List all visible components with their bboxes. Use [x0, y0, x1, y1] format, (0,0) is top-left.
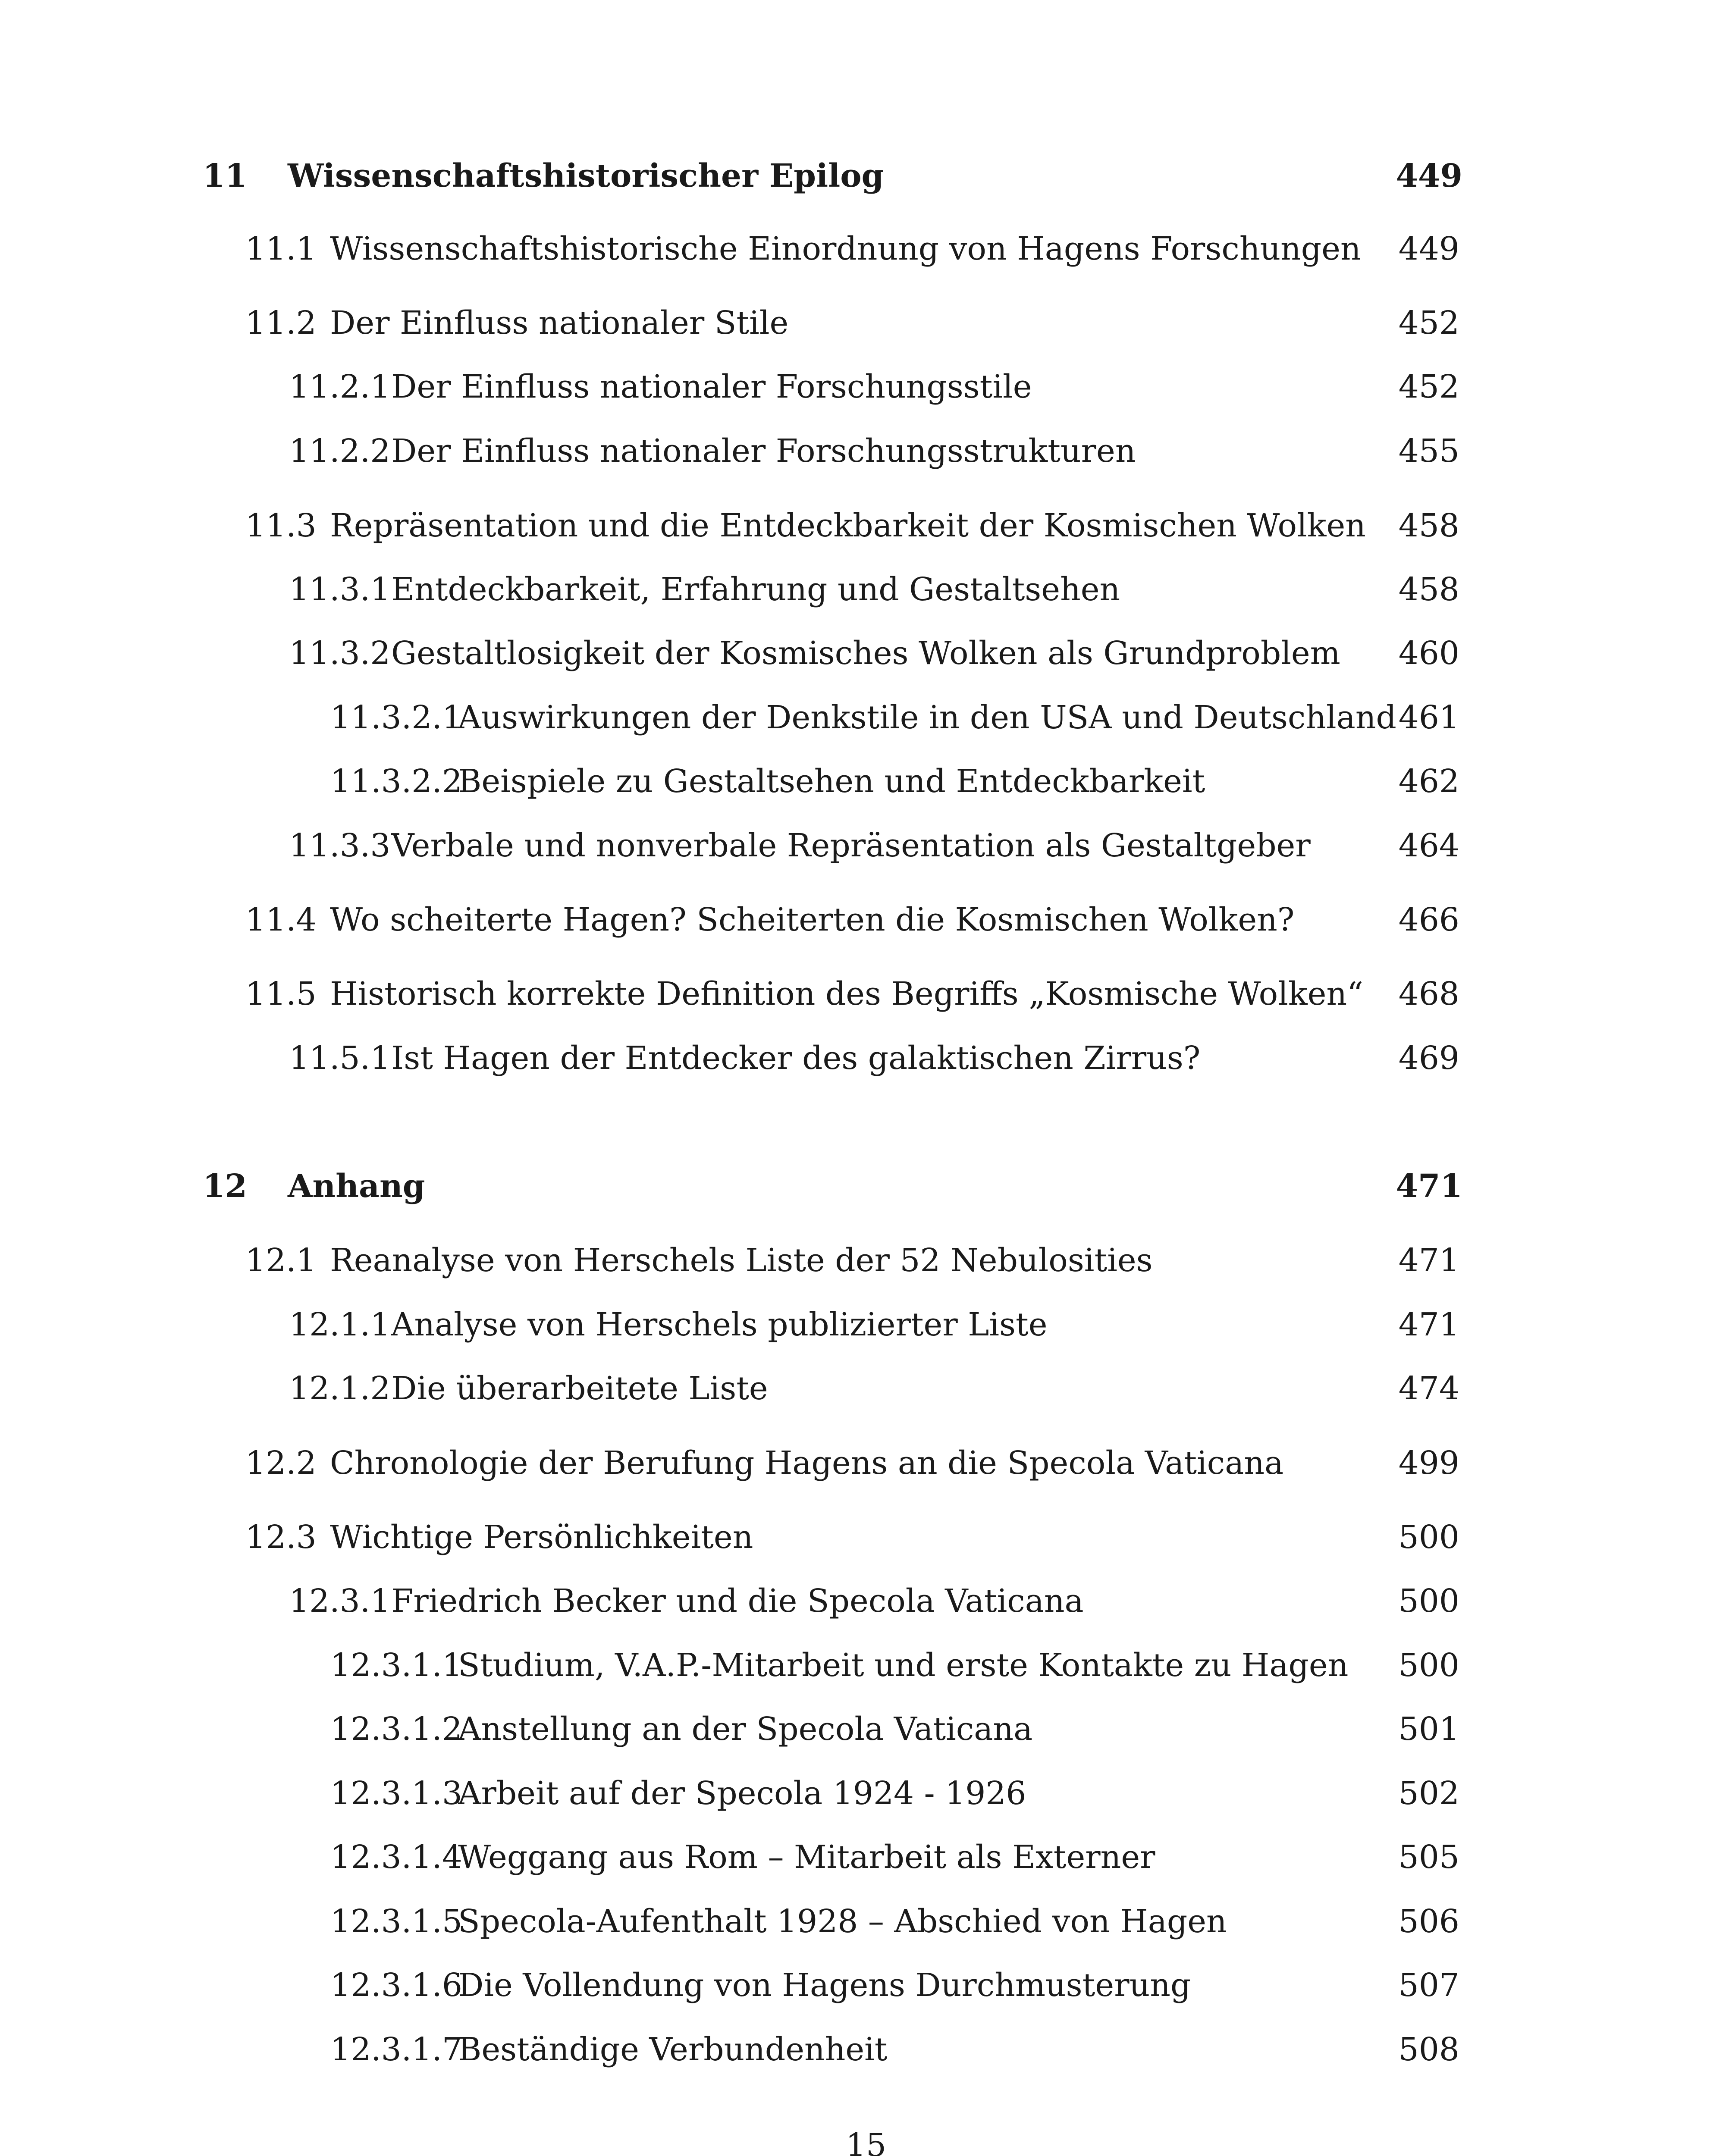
toc-chapter — [0, 1163, 1732, 1210]
toc-subsubsection — [0, 1833, 1732, 1881]
toc-title: Die überarbeitete Liste — [391, 1370, 768, 1407]
toc-number: 12.1 — [245, 1242, 317, 1279]
toc-page: 455 — [1398, 432, 1459, 470]
toc-number: 12.1.1 — [289, 1306, 391, 1343]
toc-title: Wissenschaftshistorischer Epilog — [288, 157, 884, 194]
toc-subsubsection — [0, 1898, 1732, 1945]
toc-title: Arbeit auf der Specola 1924 - 1926 — [458, 1775, 1026, 1812]
toc-title: Der Einfluss nationaler Forschungsstrukturen — [391, 432, 1136, 470]
toc-page: 458 — [1398, 571, 1459, 608]
page-number: 15 — [845, 2127, 887, 2156]
toc-number: 11.3.2.2 — [330, 763, 462, 800]
toc-title: Der Einfluss nationaler Stile — [330, 304, 789, 342]
toc-page: 508 — [1398, 2031, 1459, 2068]
toc-subsection — [0, 427, 1732, 475]
toc-subsection — [0, 1034, 1732, 1082]
toc-title: Friedrich Becker und die Specola Vaticana — [391, 1583, 1084, 1620]
toc-title: Historisch korrekte Definition des Begriffs „Kosmische Wolken“ — [330, 975, 1363, 1012]
toc-subsubsection — [0, 1770, 1732, 1817]
toc-subsubsection — [0, 1705, 1732, 1753]
toc-title: Repräsentation und die Entdeckbarkeit der Kosmischen Wolken — [330, 507, 1366, 544]
toc-number: 12.2 — [245, 1445, 317, 1482]
toc-page: 461 — [1398, 699, 1459, 736]
toc-number: 11.4 — [245, 901, 317, 938]
toc-page: 505 — [1398, 1839, 1459, 1876]
toc-number: 11.3.3 — [289, 827, 391, 864]
toc-number: 12.3.1.6 — [330, 1967, 462, 2004]
toc-title: Reanalyse von Herschels Liste der 52 Nebulosities — [330, 1242, 1153, 1279]
toc-number: 12.3.1.5 — [330, 1903, 462, 1940]
toc-page: 500 — [1398, 1647, 1459, 1684]
toc-title: Wichtige Persönlichkeiten — [330, 1519, 753, 1556]
toc-subsubsection — [0, 694, 1732, 741]
toc-number: 12.3.1.2 — [330, 1711, 462, 1748]
toc-number: 11.1 — [245, 230, 317, 267]
toc-number: 11.3.2 — [289, 635, 391, 672]
toc-page: 464 — [1398, 827, 1459, 864]
toc-title: Anhang — [288, 1168, 425, 1205]
toc-page: 452 — [1398, 368, 1459, 405]
toc-page: 449 — [1396, 157, 1462, 194]
toc-page: 449 — [1398, 230, 1459, 267]
toc-number: 11.5 — [245, 975, 317, 1012]
toc-number: 11 — [203, 157, 247, 194]
toc-page: 500 — [1398, 1519, 1459, 1556]
toc-number: 12.3.1.1 — [330, 1647, 462, 1684]
toc-title: Beispiele zu Gestaltsehen und Entdeckbarkeit — [458, 763, 1205, 800]
toc-subsection — [0, 363, 1732, 411]
toc-page: 468 — [1398, 975, 1459, 1012]
toc-section — [0, 225, 1732, 273]
toc-section — [0, 896, 1732, 943]
toc-page: 500 — [1398, 1583, 1459, 1620]
toc-subsubsection — [0, 1642, 1732, 1689]
toc-title: Beständige Verbundenheit — [458, 2031, 888, 2068]
toc-number: 12 — [203, 1168, 247, 1205]
toc-page: 501 — [1398, 1711, 1459, 1748]
toc-number: 12.1.2 — [289, 1370, 391, 1407]
toc-number: 11.3.2.1 — [330, 699, 462, 736]
toc-page: 460 — [1398, 635, 1459, 672]
toc-section — [0, 299, 1732, 347]
toc-page: 502 — [1398, 1775, 1459, 1812]
toc-number: 12.3.1.3 — [330, 1775, 462, 1812]
toc-page: 458 — [1398, 507, 1459, 544]
toc-page: 452 — [1398, 304, 1459, 342]
toc-subsection — [0, 630, 1732, 677]
toc-title: Die Vollendung von Hagens Durchmusterung — [458, 1967, 1191, 2004]
toc-title: Studium, V.A.P.-Mitarbeit und erste Kontakte zu Hagen — [458, 1647, 1349, 1684]
toc-page: 469 — [1398, 1040, 1459, 1077]
toc-title: Der Einfluss nationaler Forschungsstile — [391, 368, 1032, 405]
toc-page: 474 — [1398, 1370, 1459, 1407]
toc-subsubsection — [0, 1962, 1732, 2009]
toc-title: Verbale und nonverbale Repräsentation als Gestaltgeber — [391, 827, 1311, 864]
toc-section — [0, 502, 1732, 549]
toc-page: 466 — [1398, 901, 1459, 938]
toc-page: 462 — [1398, 763, 1459, 800]
toc-page: 499 — [1398, 1445, 1459, 1482]
toc-chapter — [0, 152, 1732, 200]
toc-title: Ist Hagen der Entdecker des galaktischen Zirrus? — [391, 1040, 1201, 1077]
toc-page: 507 — [1398, 1967, 1459, 2004]
toc-number: 11.2 — [245, 304, 317, 342]
toc-subsection — [0, 566, 1732, 613]
toc-subsection — [0, 1301, 1732, 1348]
toc-section — [0, 1439, 1732, 1487]
toc-title: Specola-Aufenthalt 1928 – Abschied von Hagen — [458, 1903, 1227, 1940]
toc-number: 11.2.2 — [289, 432, 391, 470]
toc-page: 506 — [1398, 1903, 1459, 1940]
toc-title: Wo scheiterte Hagen? Scheiterten die Kosmischen Wolken? — [330, 901, 1295, 938]
toc-title: Auswirkungen der Denkstile in den USA und Deutschland — [458, 699, 1396, 736]
toc-section — [0, 970, 1732, 1018]
toc-section — [0, 1237, 1732, 1284]
toc-title: Weggang aus Rom – Mitarbeit als Externer — [458, 1839, 1155, 1876]
toc-number: 12.3.1 — [289, 1583, 391, 1620]
toc-number: 11.3 — [245, 507, 317, 544]
toc-subsection — [0, 822, 1732, 869]
toc-subsubsection — [0, 2026, 1732, 2073]
toc-page: 471 — [1398, 1242, 1459, 1279]
toc-number: 11.2.1 — [289, 368, 391, 405]
toc-number: 12.3 — [245, 1519, 317, 1556]
toc-section — [0, 1514, 1732, 1561]
toc-number: 12.3.1.7 — [330, 2031, 462, 2068]
toc-title: Entdeckbarkeit, Erfahrung und Gestaltsehen — [391, 571, 1120, 608]
toc-subsection — [0, 1577, 1732, 1625]
toc-number: 11.3.1 — [289, 571, 391, 608]
toc-number: 12.3.1.4 — [330, 1839, 462, 1876]
toc-page: 471 — [1396, 1168, 1462, 1205]
toc-title: Analyse von Herschels publizierter Liste — [391, 1306, 1048, 1343]
toc-page: 471 — [1398, 1306, 1459, 1343]
toc-title: Anstellung an der Specola Vaticana — [458, 1711, 1033, 1748]
toc-subsubsection — [0, 758, 1732, 805]
toc-title: Gestaltlosigkeit der Kosmisches Wolken als Grundproblem — [391, 635, 1340, 672]
toc-number: 11.5.1 — [289, 1040, 391, 1077]
toc-title: Chronologie der Berufung Hagens an die Specola Vaticana — [330, 1445, 1284, 1482]
toc-subsection — [0, 1365, 1732, 1412]
toc-title: Wissenschaftshistorische Einordnung von Hagens Forschungen — [330, 230, 1361, 267]
